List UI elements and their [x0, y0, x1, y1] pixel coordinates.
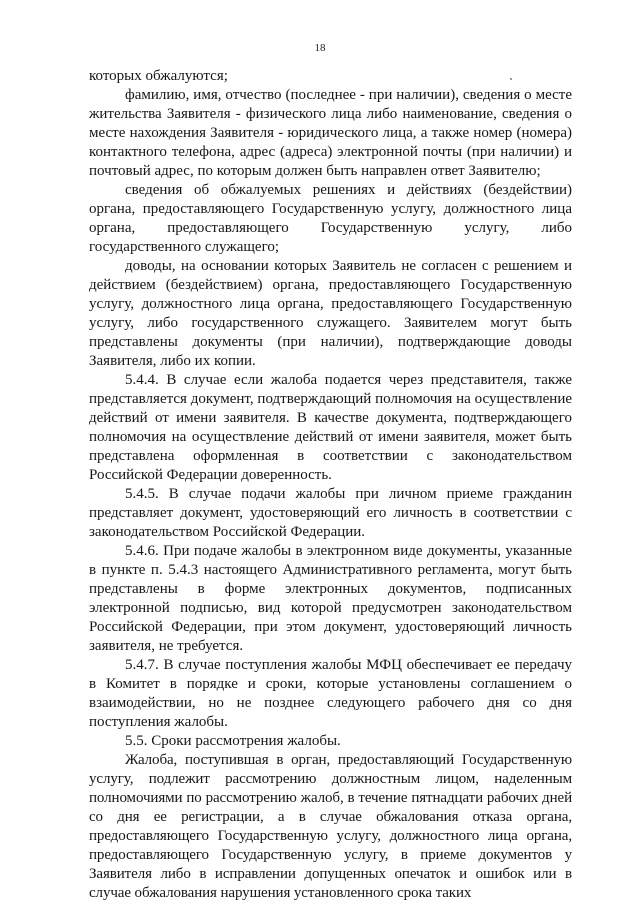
paragraph-5: 5.4.4. В случае если жалоба подается через представителя, также представляется документ, подтверждающий полномочия на осуществление действий от имени заявителя. В качестве документа, подтверждающего полномочия на осуществление действий от имени заявителя, может быть представлена оформленная в соответствии с законодательством Российской Федерации доверенность. — [89, 372, 572, 483]
paragraph-9: 5.5. Сроки рассмотрения жалобы. — [125, 733, 341, 749]
paragraph-1: которых обжалуются; — [89, 68, 228, 84]
paragraph-3: сведения об обжалуемых решениях и действиях (бездействии) органа, предоставляющего Государственную услугу, должностного лица органа, предоставляющего Государственную услугу, либо государственного служащего; — [89, 182, 572, 255]
document-body — [89, 67, 572, 903]
paragraph-7: 5.4.6. При подаче жалобы в электронном виде документы, указанные в пункте п. 5.4.3 настоящего Административного регламента, могут быть представлены в форме электронных документов, подписанных электронной подписью, вид которой предусмотрен законодательством Российской Федерации, при этом документ, удостоверяющий личность заявителя, не требуется. — [89, 543, 572, 654]
paragraph-4: доводы, на основании которых Заявитель не согласен с решением и действием (бездействием) органа, предоставляющего Государственную услугу, должностного лица органа, предоставляющего Государственную услугу, либо государственного служащего. Заявителем могут быть представлены документы (при наличии), подтверждающие доводы Заявителя, либо их копии. — [89, 258, 572, 369]
paragraph-10: Жалоба, поступившая в орган, предоставляющий Государственную услугу, подлежит рассмотрению должностным лицом, наделенным полномочиями по рассмотрению жалоб, в течение пятнадцати рабочих дней со дня ее регистрации, а в случае обжалования отказа органа, предоставляющего Государственную услугу, должностного лица органа, предоставляющего Государственную услугу, в приеме документов у Заявителя либо в исправлении допущенных опечаток и ошибок или в случае обжалования нарушения установленного срока таких — [89, 752, 572, 901]
paragraph-2: фамилию, имя, отчество (последнее - при наличии), сведения о месте жительства Заявителя - физического лица либо наименование, сведения о месте нахождения Заявителя - юридического лица, а также номер (номера) контактного телефона, адрес (адреса) электронной почты (при наличии) и почтовый адрес, по которым должен быть направлен ответ Заявителю; — [89, 87, 572, 179]
paragraph-8: 5.4.7. В случае поступления жалобы МФЦ обеспечивает ее передачу в Комитет в порядке и сроки, которые установлены соглашением о взаимодействии, но не позднее следующего рабочего дня со дня поступления жалобы. — [89, 657, 572, 730]
paragraph-6: 5.4.5. В случае подачи жалобы при личном приеме гражданин представляет документ, удостоверяющий его личность в соответствии с законодательством Российской Федерации. — [89, 486, 572, 540]
page-number: 18 — [314, 42, 326, 54]
